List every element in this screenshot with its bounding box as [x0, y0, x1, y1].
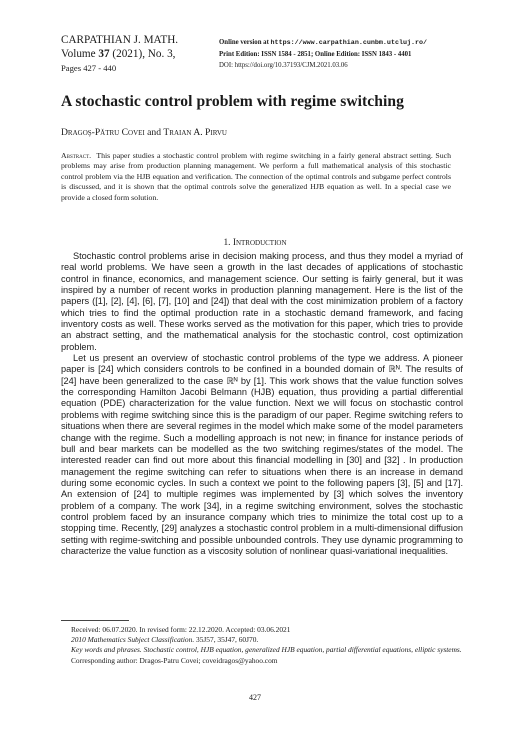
author-covei: Dragoş-Pătru Covei: [61, 127, 145, 138]
online-version: [219, 37, 469, 49]
author-pirvu: Traian A. Pirvu: [163, 127, 227, 138]
author-line: [61, 127, 227, 138]
journal-volume: [61, 47, 221, 61]
abstract: [61, 151, 451, 203]
online-label: Online version at: [219, 39, 271, 46]
author-conjunction: and: [144, 127, 164, 138]
section-title-text: Introduction: [232, 238, 287, 248]
online-url-link[interactable]: https://www.carpathian.cunbm.utcluj.ro/: [270, 39, 428, 47]
footnotes: [61, 625, 463, 666]
msc-label: 2010 Mathematics Subject Classification.: [71, 635, 195, 645]
journal-name: CARPATHIAN J. MATH.: [61, 34, 179, 46]
section-number: 1.: [223, 238, 231, 248]
msc-classification: [61, 635, 463, 645]
print-edition: Print Edition: ISSN 1584 - 2851; Online Edition: ISSN 1843 - 4401: [219, 51, 412, 59]
msc-codes: 35J57, 35J47, 60J70.: [196, 635, 259, 645]
journal-header: [61, 33, 221, 74]
section-heading: [0, 238, 510, 248]
introduction-body: [61, 251, 463, 557]
keywords: [61, 645, 463, 655]
keywords-label: Key words and phrases.: [71, 645, 142, 655]
journal-pages: Pages 427 - 440: [61, 63, 117, 73]
volume-number: 37: [98, 48, 110, 60]
abstract-text: This paper studies a stochastic control problem with regime switching in a fairly general abstract setting. Such problems may arise from production planning management. We perform a full mathematical analysis of this stochastic control problem via the HJB equation and verification. The connection of the optimal controls and subgame perfect controls is discussed, and it is shown that the optimal controls solve the generalized HJB equation as well. In a special case we provide a closed form solution.: [61, 151, 451, 202]
paragraph: Let us present an overview of stochastic control problems of the type we address. A pioneer paper is [24] which considers controls to be confined in a bounded domain of ℝᴺ. The results of [24] have been generalized to the case ℝᴺ by [1]. This work shows that the value function solves the corresponding Hamilton Jacobi Belmann (HJB) equation, thus providing a partial differential equation (PDE) characterization for the value function. Next we will focus on stochastic control problems with regime switching since this is the paradigm of our paper. Regime switching refers to situations when there are several regimes in the model which make some of the model parameters change with the regime. Such a modelling approach is not new; in finance for instance periods of bull and bear markets can be modelled as the two switching regimes/states of the model. The interested reader can find out more about this financial modelling in [30] and [32] . In production management the regime switching can refer to situations when there is an increase in demand during some economic cycles. In such a context we point to the following papers [3], [5] and [17]. An extension of [24] to multiple regimes was implemented by [3] which solves the inventory problem of a company. The work [34], in a regime switching environment, solves the stochastic control problem faced by an insurance company which tries to minimize the total cost up to a stopping time. Recently, [29] analyzes a stochastic control problem in a multi-dimensional diffusion setting with regime-switching and possible unbounded controls. They use dynamic programming to characterize the value function as a viscosity solution of nonlinear quasi-variational inequalities.: [61, 353, 463, 556]
page-number: 427: [249, 693, 261, 702]
volume-prefix: Volume: [61, 48, 99, 60]
corresponding-author: Corresponding author: Dragos-Patru Covei; coveidragos@yahoo.com: [71, 655, 278, 665]
volume-suffix: (2021), No. 3,: [109, 48, 176, 60]
doi-link[interactable]: DOI: https://doi.org/10.37193/CJM.2021.03.06: [219, 62, 348, 70]
keywords-text: Stochastic control, HJB equation, generalized HJB equation, partial differential equations, elliptic systems.: [143, 645, 462, 655]
paper-title: A stochastic control problem with regime switching: [61, 93, 404, 110]
received-dates: Received: 06.07.2020. In revised form: 22.12.2020. Accepted: 03.06.2021: [71, 625, 291, 634]
paragraph: Stochastic control problems arise in decision making process, and thus they model a myriad of real world problems. We have seen a growth in the last decades of applications of stochastic control in finance, economics, and management science. Our setting is fairly general, but it was inspired by a number of recent works in production planning management. Here is the list of the papers ([1], [2], [4], [6], [7], [10] and [24]) that deal with the cost minimization problem of a factory which tries to find the optimal production rate in a stochastic demand framework, and facing inventory costs as well. These works served as the motivation for this paper, which tries to provide an abstract setting, and the mathematical analysis for the stochastic control, cost optimization problem.: [61, 251, 463, 352]
publication-info: [219, 37, 469, 72]
abstract-label: Abstract.: [61, 151, 92, 160]
footnote-rule: [61, 620, 129, 621]
